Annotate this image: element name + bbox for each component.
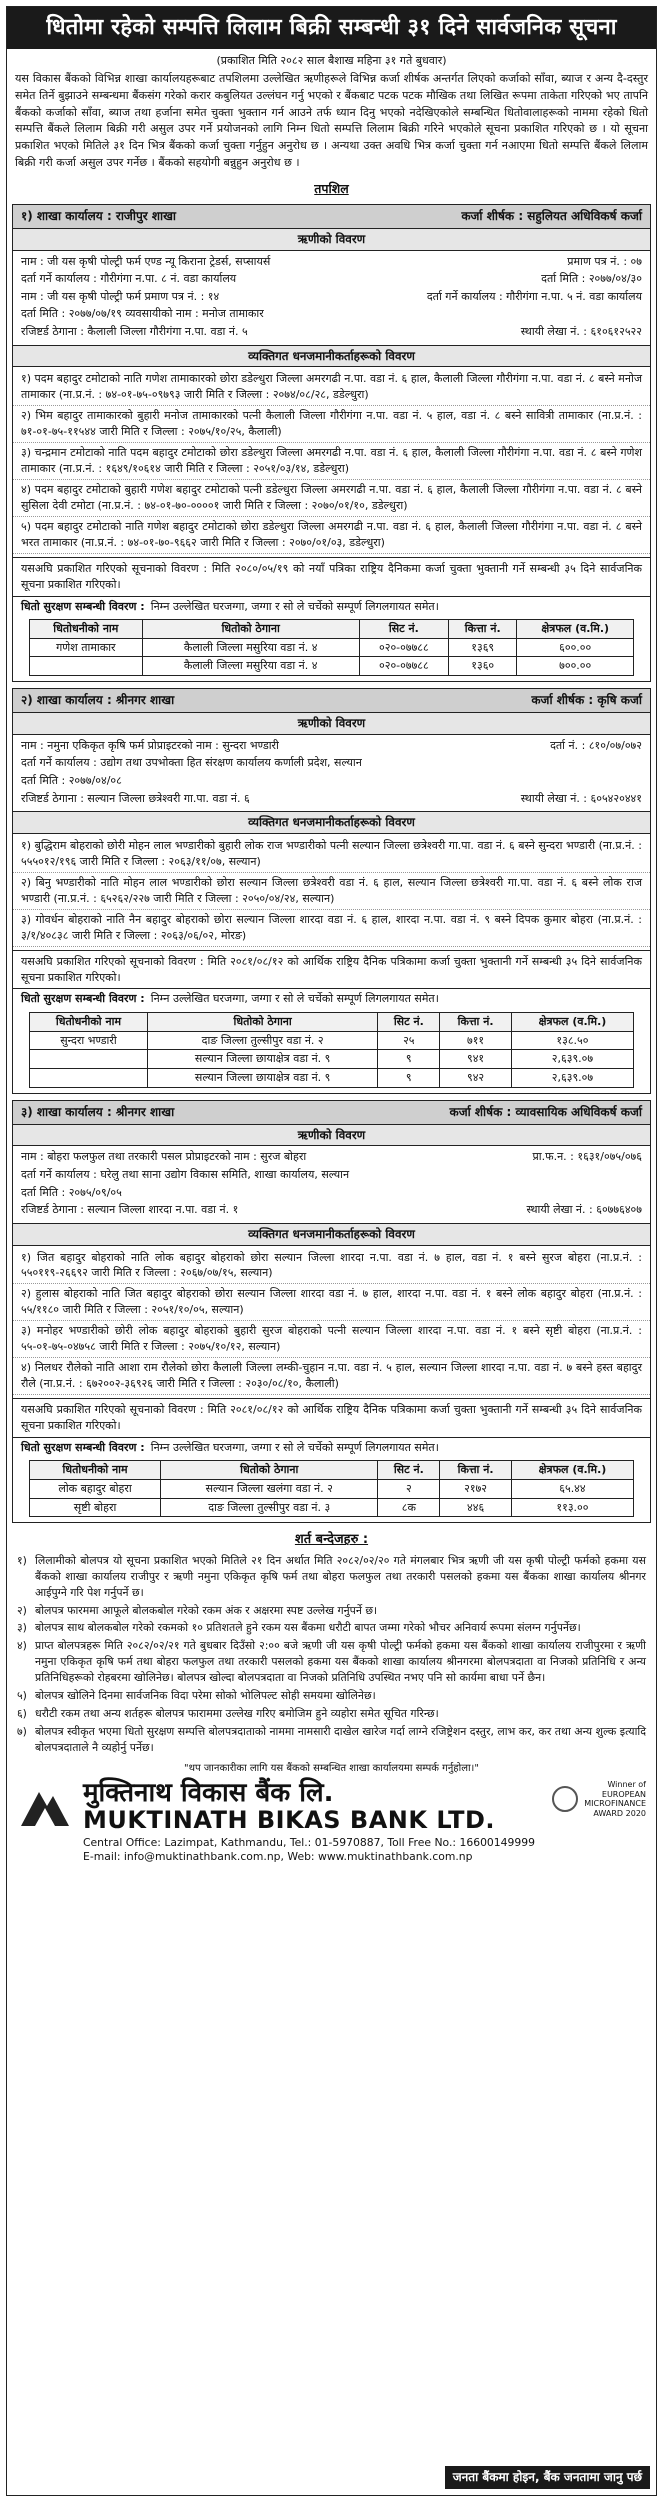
collateral-line xyxy=(13,988,650,1009)
table-header-cell: क्षेत्रफल (व.मि.) xyxy=(511,1013,633,1032)
borrower-left: नाम : जी यस कृषी पोल्ट्री फर्म एण्ड न्यू किराना ट्रेडर्स, सप्सायर्स xyxy=(21,254,271,268)
borrower-left: नाम : जी यस कृषी पोल्ट्री फर्म प्रमाण पत्र नं. : १४ xyxy=(21,289,220,303)
table-row xyxy=(29,1050,633,1069)
borrower-left: नाम : बोहरा फलफुल तथा तरकारी पसल प्रोप्राइटरको नाम : सुरज बोहरा xyxy=(21,1150,307,1164)
footer-note: "थप जानकारीका लागि यस बैंकको सम्बन्धित शाखा कार्यालयमा सम्पर्क गर्नुहोला।" xyxy=(184,1762,479,1774)
branch-section xyxy=(12,204,651,682)
table-cell xyxy=(29,657,142,676)
publish-date: (प्रकाशित मिति २०८२ साल बैशाख महिना ३१ गते बुधवार) xyxy=(216,54,447,68)
collateral-line xyxy=(13,1437,650,1458)
guarantor-bar: व्यक्तिगत धनजमानीकर्ताहरूको विवरण xyxy=(13,1223,650,1246)
loan-heading: कर्जा शीर्षक : व्यावसायिक अधिविकर्ष कर्जा xyxy=(449,1104,642,1119)
guarantor-item: ४) पदम बहादुर टमोटाको बुहारी गणेश बहादुर टमोटाको पत्नी डडेल्धुरा जिल्ला अमरगढी न.पा. वडा नं. ६ हाल, कैलाली जिल्ला गौरीगंगा न.पा. वडा नं. ८ बस्ने सुसिला देवी टमोटा (ना.प्र.नं. : ७४-०१-७०-००००१ जारी मिति र जिल्ला : २०७०/०१/१०, डडेल्धुरा) xyxy=(13,480,650,517)
table-header-row xyxy=(29,1013,633,1032)
table-cell: सल्यान जिल्ला छायाक्षेत्र वडा नं. ९ xyxy=(148,1068,378,1087)
term-item xyxy=(17,1688,646,1704)
term-text: लिलामीको बोलपत्र यो सूचना प्रकाशित भएको मितिले २१ दिन अर्थात मिति २०८२/०२/२० गते मंगलबार भित्र ऋणी जी यस कृषी पोल्ट्री फर्मको हकमा यस बैंकको शाखा कार्यालय राजीपुर र ऋणी नमुना एकिकृत कृषि फर्म तथा बोहरा फलफुल तथा तरकारी पसलको हकमा यस बैंकका शाखा कार्यालय श्रीनगर आईपुग्ने गरि पेश गर्नुपर्ने छ। xyxy=(35,1553,646,1599)
borrower-left: दर्ता गर्ने कार्यालय : उद्योग तथा उपभोक्ता हित संरक्षण कार्यालय कर्णाली प्रदेश, सल्यान xyxy=(21,756,362,770)
bank-logo-icon xyxy=(17,1784,73,1830)
collateral-text: निम्न उल्लेखित घरजग्गा, जग्गा र सो ले चर्चेको सम्पूर्ण लिगलगायत समेत। xyxy=(150,1440,439,1454)
collateral-table xyxy=(29,1012,634,1087)
award-line2: EUROPEAN xyxy=(601,1789,646,1799)
borrower-left: दर्ता गर्ने कार्यालय : गौरीगंगा न.पा. ८ नं. वडा कार्यालय xyxy=(21,272,237,286)
borrower-left: रजिष्टर्ड ठेगाना : सल्यान जिल्ला शारदा न.पा. वडा नं. १ xyxy=(21,1203,239,1217)
table-cell: २१७२ xyxy=(440,1480,512,1499)
term-item xyxy=(17,1706,646,1722)
guarantor-item: ३) गोवर्धन बोहराको नाति नैन बहादुर बोहराको छोरा सल्यान जिल्ला शारदा वडा नं. ६ हाल, शारदा न.पा. वडा नं. ९ बस्ने दिपक कुमार बोहरा (ना.प्र.नं. : ३/१/४०८३८ जारी मिति र जिल्ला : २०६३/०६/०२, मोरङ) xyxy=(13,910,650,947)
table-header-cell: धितोको ठेगाना xyxy=(142,620,359,639)
award-icon xyxy=(552,1786,578,1812)
table-row xyxy=(29,1068,633,1087)
loan-heading: कर्जा शीर्षक : सहुलियत अधिविकर्ष कर्जा xyxy=(461,208,642,223)
table-cell: सुन्दरा भण्डारी xyxy=(29,1031,147,1050)
borrower-row xyxy=(13,305,650,323)
term-text: बोलपत्र स्वीकृत भएमा धितो सुरक्षण सम्पत्ति बोलपत्रदाताको नाममा नामसारी दाखेल खारेज गर्दा लाग्ने रजिष्ट्रेशन दस्तुर, लाभ कर, कर तथा अन्य शुल्क इत्यादि बोलपत्रदाताले नै व्यहोर्नु पर्नेछ। xyxy=(35,1724,646,1754)
table-cell: ८क xyxy=(378,1498,440,1517)
table-cell: ९ xyxy=(378,1068,440,1087)
bank-name-english: MUKTINATH BIKAS BANK LTD. xyxy=(83,1806,496,1835)
notice-page xyxy=(6,6,657,2496)
branch-section xyxy=(12,1100,651,1524)
table-cell: १३६० xyxy=(449,657,517,676)
guarantor-item: १) पदम बहादुर टमोटाको नाति गणेश तामाकारको छोरा डडेल्धुरा जिल्ला अमरगढी न.पा. वडा नं. ६ हाल, कैलाली जिल्ला गौरीगंगा न.पा. वडा नं. ८ बस्ने मनोज तामाकार (ना.प्र.नं. : ७४-०१-७५-०९७९३ जारी मिति र जिल्ला : २०७४/०८/२८, डडेल्धुरा) xyxy=(13,369,650,406)
table-cell: ११३.०० xyxy=(511,1498,633,1517)
borrower-row xyxy=(13,1201,650,1219)
guarantor-item: ४) निलधर रौलेको नाति आशा राम रौलेको छोरा कैलाली जिल्ला लम्की-चुहान न.पा. वडा नं. ५ हाल, सल्यान जिल्ला शारदा न.पा. वडा नं. ७ बस्ने हस्त बहादुर रौले (ना.प्र.नं. : ६७२००२-३६९२६ जारी मिति र जिल्ला : २०३०/०८/१०, कैलाली) xyxy=(13,1358,650,1395)
term-item xyxy=(17,1620,646,1636)
table-cell: ७००.०० xyxy=(517,657,634,676)
branch-section xyxy=(12,688,651,1094)
table-cell: दाङ जिल्ला तुल्सीपुर वडा नं. ३ xyxy=(161,1498,378,1517)
table-cell xyxy=(29,1050,147,1069)
notice-title: धितोमा रहेको सम्पत्ति लिलाम बिक्री सम्बन्धी ३१ दिने सार्वजनिक सूचना xyxy=(7,7,656,49)
table-cell: ०२०-०७७८८ xyxy=(359,657,448,676)
award-line1: Winner of xyxy=(607,1780,646,1790)
collateral-line xyxy=(13,596,650,617)
term-item xyxy=(17,1553,646,1601)
table-header-cell: धितोको ठेगाना xyxy=(148,1013,378,1032)
guarantor-item: ३) मनोहर भण्डारीको छोरी लोक बहादुर बोहराको बुहारी सुरज बोहराको पत्नी सल्यान जिल्ला शारदा न.पा. वडा नं. १ बस्ने सृष्टी बोहरा (ना.प्र.नं. : ५५-०१-७५-०४७५८ जारी मिति र जिल्ला : २०७५/१०/१२, सल्यान) xyxy=(13,1321,650,1358)
table-row xyxy=(29,1031,633,1050)
table-cell: सल्यान जिल्ला खलंगा वडा नं. २ xyxy=(161,1480,378,1499)
borrower-row xyxy=(13,754,650,772)
table-cell: ९४२ xyxy=(440,1068,512,1087)
table-cell: गणेश तामाकार xyxy=(29,638,142,657)
table-cell xyxy=(29,1068,147,1087)
table-cell: सल्यान जिल्ला छायाक्षेत्र वडा नं. ९ xyxy=(148,1050,378,1069)
term-number: ५) xyxy=(17,1689,27,1703)
borrower-bar: ऋणीको विवरण xyxy=(13,1125,650,1147)
borrower-right: स्थायी लेखा नं. : ६१०६१२५२२ xyxy=(520,324,642,338)
term-item xyxy=(17,1638,646,1686)
borrower-right: दर्ता नं. : ८१०/०७/०७२ xyxy=(550,738,642,752)
guarantor-item: १) बुद्धिराम बोहराको छोरी मोहन लाल भण्डारीको बुहारी लोक राज भण्डारीको पत्नी सल्यान जिल्ला छत्रेश्वरी गा.पा. वडा नं. ६ बस्ने सुन्दरा भण्डारी (ना.प्र.नं. : ५५५०१२/१९६ जारी मिति र जिल्ला : २०६३/११/०७, सल्यान) xyxy=(13,836,650,873)
borrower-left: नाम : नमुना एकिकृत कृषि फर्म प्रोप्राइटरको नाम : सुन्दरा भण्डारी xyxy=(21,738,279,752)
award-line3: MICROFINANCE xyxy=(584,1799,646,1809)
borrower-left: दर्ता मिति : २०७७/०७/१९ व्यवसायीको नाम : मनोज तामाकार xyxy=(21,307,264,321)
table-header-row xyxy=(29,1461,633,1480)
borrower-row xyxy=(13,323,650,341)
guarantor-item: ५) पदम बहादुर टमोटाको नाति गणेश बहादुर टमोटाको छोरा डडेल्धुरा जिल्ला अमरगढी न.पा. वडा नं. ६ हाल, कैलाली जिल्ला गौरीगंगा न.पा. वडा नं. ८ बस्ने भरत तामाकार (ना.प्र.नं. : ७४-०१-७०-९६६२ जारी मिति र जिल्ला : २०७०/०१/०३, डडेल्धुरा) xyxy=(13,517,650,554)
table-header-cell: सिट नं. xyxy=(378,1461,440,1480)
guarantor-item: २) बिनु भण्डारीको नाति मोहन लाल भण्डारीको छोरा सल्यान जिल्ला छत्रेश्वरी वडा नं. ६ हाल, सल्यान जिल्ला छत्रेश्वरी गा.पा. वडा नं. ६ बस्ने लोक राज भण्डारी (ना.प्र.नं. : ६५२६२/२२७ जारी मिति र जिल्ला : २०५०/०४/२४, सल्यान) xyxy=(13,873,650,910)
table-cell: १३६९ xyxy=(449,638,517,657)
table-row xyxy=(29,1498,633,1517)
table-header-cell: क्षेत्रफल (व.मि.) xyxy=(517,620,634,639)
borrower-right: प्रमाण पत्र नं. : ०७ xyxy=(567,254,642,268)
branch-office: १) शाखा कार्यालय : राजीपुर शाखा xyxy=(21,208,177,223)
schedule-label: तपशिल xyxy=(314,181,349,196)
term-text: धरौटी रकम तथा अन्य शर्तहरू बोलपत्र फाराममा उल्लेख गरिए बमोजिम हुने व्यहोरा समेत सूचित गरिन्छ। xyxy=(35,1707,439,1721)
table-header-cell: धितोको ठेगाना xyxy=(161,1461,378,1480)
borrower-row xyxy=(13,737,650,755)
guarantor-item: २) भिम बहादुर तामाकारको बुहारी मनोज तामाकारको पत्नी कैलाली जिल्ला गौरीगंगा न.पा. वडा नं. ५ हाल, वडा नं. ८ बस्ने सावित्री तामाकार (ना.प्र.नं. : ७१-०१-७५-११५४४ जारी मिति र जिल्ला : २०७५/१०/२५, कैलाली) xyxy=(13,406,650,443)
borrower-left: दर्ता मिति : २०७७/०४/०८ xyxy=(21,774,122,788)
borrower-right: दर्ता मिति : २०७७/०४/३० xyxy=(541,272,642,286)
terms-list xyxy=(7,1553,656,1756)
table-header-cell: धितोधनीको नाम xyxy=(29,1461,160,1480)
table-row xyxy=(29,638,633,657)
term-number: २) xyxy=(17,1603,27,1617)
borrower-right: प्रा.फ.न. : १६३१/०७५/०७६ xyxy=(532,1150,642,1164)
term-number: ६) xyxy=(17,1707,27,1721)
table-cell: २ xyxy=(378,1480,440,1499)
table-cell: सृष्टी बोहरा xyxy=(29,1498,160,1517)
borrower-right: स्थायी लेखा नं. : ६०५४२०४४१ xyxy=(520,791,642,805)
table-cell: २,६३९.०७ xyxy=(511,1050,633,1069)
collateral-table xyxy=(29,619,634,676)
intro-paragraph: यस विकास बैंकको विभिन्न शाखा कार्यालयहरूबाट तपशिलमा उल्लेखित ऋणीहरूले विभिन्न कर्जा शीर्षक अन्तर्गत लिएको कर्जाको साँवा, ब्याज र अन्य दै-दस्तुर समेत तिर्ने बुझाउने सम्बन्धमा बैंकसंग गरेको करार कबुलियत उल्लंघन गर्नु भएको र बैंकबाट पटक पटक मौखिक तथा लिखित रूपमा ताकेता गरिएको भए तापनि बैंकको कर्जाको साँवा, ब्याज तथा हर्जाना समेत चुक्ता भुक्तान गर्न आउने तर्फ ध्यान दिनु भएको नदेखिएकोले सम्बन्धित धितोवालाहरूको नाममा रहेको धितो सम्पत्ति बैंकले लिलाम बिक्री गरी असुल उपर गर्ने प्रयोजनको लागि निम्न धितो सम्पत्ति लिलाम बिक्री गरिने भएकोले सूचना प्रकाशित गरिएको छ । यो सूचना प्रकाशित भएको मितिले ३१ दिन भित्र बैंकको कर्जा चुक्ता गर्नुहुन अनुरोध छ । अन्यथा उक्त अवधि भित्र कर्जा चुक्ता गर्न नआएमा धितो सम्पत्ति बैंकले लिलाम बिक्री गरी कर्जा असुल उपर गर्नेछ । बैंकको सहयोगी बन्नुहुन अनुरोध छ । xyxy=(15,71,648,170)
table-row xyxy=(29,1480,633,1499)
collateral-label: धितो सुरक्षण सम्बन्धी विवरण : xyxy=(21,992,145,1006)
borrower-left: दर्ता मिति : २०७५/०९/०५ xyxy=(21,1185,122,1199)
table-header-cell: क्षेत्रफल (व.मि.) xyxy=(511,1461,633,1480)
borrower-row xyxy=(13,1148,650,1166)
table-cell: कैलाली जिल्ला मसुरिया वडा नं. ४ xyxy=(142,657,359,676)
bank-slogan: जनता बैंकमा होइन, बैंक जनतामा जानु पर्छ xyxy=(445,2466,650,2489)
branch-office: ३) शाखा कार्यालय : श्रीनगर शाखा xyxy=(21,1104,175,1119)
table-cell: ०२०-०७७८८ xyxy=(359,638,448,657)
borrower-row xyxy=(13,253,650,271)
term-number: ४) xyxy=(17,1639,27,1653)
borrower-right: स्थायी लेखा नं. : ६०७७६४०७ xyxy=(526,1203,642,1217)
contact-line-1: Central Office: Lazimpat, Kathmandu, Tel.: 01-5970887, Toll Free No.: 16600149999 xyxy=(83,1835,536,1849)
previous-publication: यसअघि प्रकाशित गरिएको सूचनाको विवरण : मिति २०८१/०८/१२ को आर्थिक राष्ट्रिय दैनिक पत्रिकामा कर्जा चुक्ता भुक्तानी गर्ने सम्बन्धी ३५ दिने सार्वजनिक सूचना प्रकाशित गरिएको। xyxy=(13,1398,650,1437)
guarantor-bar: व्यक्तिगत धनजमानीकर्ताहरूको विवरण xyxy=(13,811,650,834)
previous-publication: यसअघि प्रकाशित गरिएको सूचनाको विवरण : मिति २०८०/०५/१९ को नयाँ पत्रिका राष्ट्रिय दैनिकमा कर्जा चुक्ता भुक्तानी गर्ने सम्बन्धी ३५ दिने सार्वजनिक सूचना प्रकाशित गरिएको। xyxy=(13,557,650,596)
term-number: ७) xyxy=(17,1724,27,1738)
table-cell: २,६३९.०७ xyxy=(511,1068,633,1087)
contact-line-2: E-mail: info@muktinathbank.com.np, Web: www.muktinathbank.com.np xyxy=(83,1850,473,1864)
table-row xyxy=(29,657,633,676)
collateral-text: निम्न उल्लेखित घरजग्गा, जग्गा र सो ले चर्चेको सम्पूर्ण लिगलगायत समेत। xyxy=(150,599,439,613)
table-cell: ७११ xyxy=(440,1031,512,1050)
borrower-bar: ऋणीको विवरण xyxy=(13,229,650,251)
table-header-cell: कित्ता नं. xyxy=(449,620,517,639)
borrower-right: दर्ता गर्ने कार्यालय : गौरीगंगा न.पा. ५ नं. वडा कार्यालय xyxy=(426,289,642,303)
previous-publication: यसअघि प्रकाशित गरिएको सूचनाको विवरण : मिति २०८१/०८/१२ को आर्थिक राष्ट्रिय दैनिक पत्रिकामा कर्जा चुक्ता भुक्तानी गर्ने सम्बन्धी ३५ दिने सार्वजनिक सूचना प्रकाशित गरिएको। xyxy=(13,950,650,989)
term-text: बोलपत्र खोलिने दिनमा सार्वजनिक विदा परेमा सोको भोलिपल्ट सोही समयमा खोलिनेछ। xyxy=(35,1689,376,1703)
sections-container xyxy=(7,204,656,1524)
table-cell: १३८.५० xyxy=(511,1031,633,1050)
table-cell: ४४६ xyxy=(440,1498,512,1517)
table-header-cell: धितोधनीको नाम xyxy=(29,620,142,639)
term-item xyxy=(17,1603,646,1619)
table-cell: कैलाली जिल्ला मसुरिया वडा नं. ४ xyxy=(142,638,359,657)
table-cell: दाङ जिल्ला तुल्सीपुर वडा नं. २ xyxy=(148,1031,378,1050)
table-cell: २५ xyxy=(378,1031,440,1050)
borrower-row xyxy=(13,270,650,288)
term-item xyxy=(17,1724,646,1756)
borrower-bar: ऋणीको विवरण xyxy=(13,713,650,735)
terms-title: शर्त बन्देजहरु : xyxy=(294,1532,369,1548)
section-header xyxy=(13,1101,650,1125)
table-cell: ६५.४४ xyxy=(511,1480,633,1499)
bank-name-nepali: मुक्तिनाथ विकास बैंक लि. xyxy=(83,1778,334,1809)
collateral-text: निम्न उल्लेखित घरजग्गा, जग्गा र सो ले चर्चेको सम्पूर्ण लिगलगायत समेत। xyxy=(150,992,439,1006)
table-cell: ६००.०० xyxy=(517,638,634,657)
term-number: ३) xyxy=(17,1621,27,1635)
table-header-cell: सिट नं. xyxy=(378,1013,440,1032)
guarantor-item: २) हुलास बोहराको नाति जित बहादुर बोहराको छोरा सल्यान जिल्ला शारदा वडा नं. ७ हाल, शारदा न.पा. वडा नं. १ बस्ने लोक बहादुर बोहरा (ना.प्र.नं. : ५५/११८० जारी मिति र जिल्ला : २०५१/१०/०५, सल्यान) xyxy=(13,1284,650,1321)
branch-office: २) शाखा कार्यालय : श्रीनगर शाखा xyxy=(21,693,175,708)
borrower-left: दर्ता गर्ने कार्यालय : घरेलु तथा साना उद्योग विकास समिति, शाखा कार्यालय, सल्यान xyxy=(21,1167,350,1181)
table-header-cell: धितोधनीको नाम xyxy=(29,1013,147,1032)
award-badge xyxy=(552,1780,646,1818)
term-text: बोलपत्र फारममा आफूले बोलकबोल गरेको रकम अंक र अक्षरमा स्पष्ट उल्लेख गर्नुपर्ने छ। xyxy=(35,1603,378,1617)
table-cell: लोक बहादुर बोहरा xyxy=(29,1480,160,1499)
contact-info xyxy=(7,1836,656,1865)
table-cell: ९४१ xyxy=(440,1050,512,1069)
table-header-cell: कित्ता नं. xyxy=(440,1013,512,1032)
table-cell: ९ xyxy=(378,1050,440,1069)
borrower-left: रजिष्टर्ड ठेगाना : सल्यान जिल्ला छत्रेश्वरी गा.पा. वडा नं. ६ xyxy=(21,791,250,805)
borrower-row xyxy=(13,288,650,306)
table-header-cell: सिट नं. xyxy=(359,620,448,639)
guarantor-item: ३) चन्द्रमान टमोटाको नाति पदम बहादुर टमोटाको छोरा डडेल्धुरा जिल्ला अमरगढी न.पा. वडा नं. ६ हाल, कैलाली जिल्ला गौरीगंगा न.पा. वडा नं. ८ बस्ने गणेश तामाकार (ना.प्र.नं. : १६४९/१०६१४ जारी मिति र जिल्ला : २०५१/०३/१४, डडेल्धुरा) xyxy=(13,443,650,480)
term-text: बोलपत्र साथ बोलकबोल गरेको रकमको १० प्रतिशतले हुने रकम यस बैंकमा धरौटी बापत जम्मा गरेको भौचर अनिवार्य रूपमा संलग्न गर्नुपर्नेछ। xyxy=(35,1621,581,1635)
borrower-row xyxy=(13,1184,650,1202)
term-number: १) xyxy=(17,1553,27,1567)
table-header-cell: कित्ता नं. xyxy=(440,1461,512,1480)
section-header xyxy=(13,205,650,229)
term-text: प्राप्त बोलपत्रहरू मिति २०८२/०२/२१ गते बुधबार दिउँसो २:०० बजे ऋणी जी यस कृषी पोल्ट्री फर्मको हकमा यस बैंकको शाखा कार्यालय राजीपुरमा र ऋणी नमुना एकिकृत कृषि फर्म तथा बोहरा फलफुल तथा तरकारी पसलको हकमा यस बैंकको शाखा कार्यालय श्रीनगरमा बोलपत्रदाता वा निजको प्रतिनिधि र अन्य प्रतिनिधिहरूको रोहबरमा खोलिनेछ। बोलपत्र खोल्दा बोलपत्रदाता वा निजको प्रतिनिधि उपस्थित नभए पनि सो कार्यमा बाधा पर्ने छैन। xyxy=(35,1639,646,1685)
section-header xyxy=(13,689,650,713)
award-line4: AWARD 2020 xyxy=(593,1808,646,1818)
loan-heading: कर्जा शीर्षक : कृषि कर्जा xyxy=(531,693,642,708)
collateral-table xyxy=(29,1460,634,1517)
collateral-label: धितो सुरक्षण सम्बन्धी विवरण : xyxy=(21,599,145,613)
borrower-left: रजिष्टर्ड ठेगाना : कैलाली जिल्ला गौरीगंगा न.पा. वडा नं. ५ xyxy=(21,324,248,338)
borrower-row xyxy=(13,790,650,808)
guarantor-bar: व्यक्तिगत धनजमानीकर्ताहरूको विवरण xyxy=(13,345,650,368)
collateral-label: धितो सुरक्षण सम्बन्धी विवरण : xyxy=(21,1440,145,1454)
guarantor-item: १) जित बहादुर बोहराको नाति लोक बहादुर बोहराको छोरा सल्यान जिल्ला शारदा न.पा. वडा नं. ७ हाल, वडा नं. १ बस्ने सुरज बोहरा (ना.प्र.नं. : ५५०११९-२६६९२ जारी मिति र जिल्ला : २०६७/०७/१५, सल्यान) xyxy=(13,1248,650,1285)
borrower-row xyxy=(13,772,650,790)
borrower-row xyxy=(13,1166,650,1184)
bank-brand xyxy=(7,1778,656,1836)
table-header-row xyxy=(29,620,633,639)
